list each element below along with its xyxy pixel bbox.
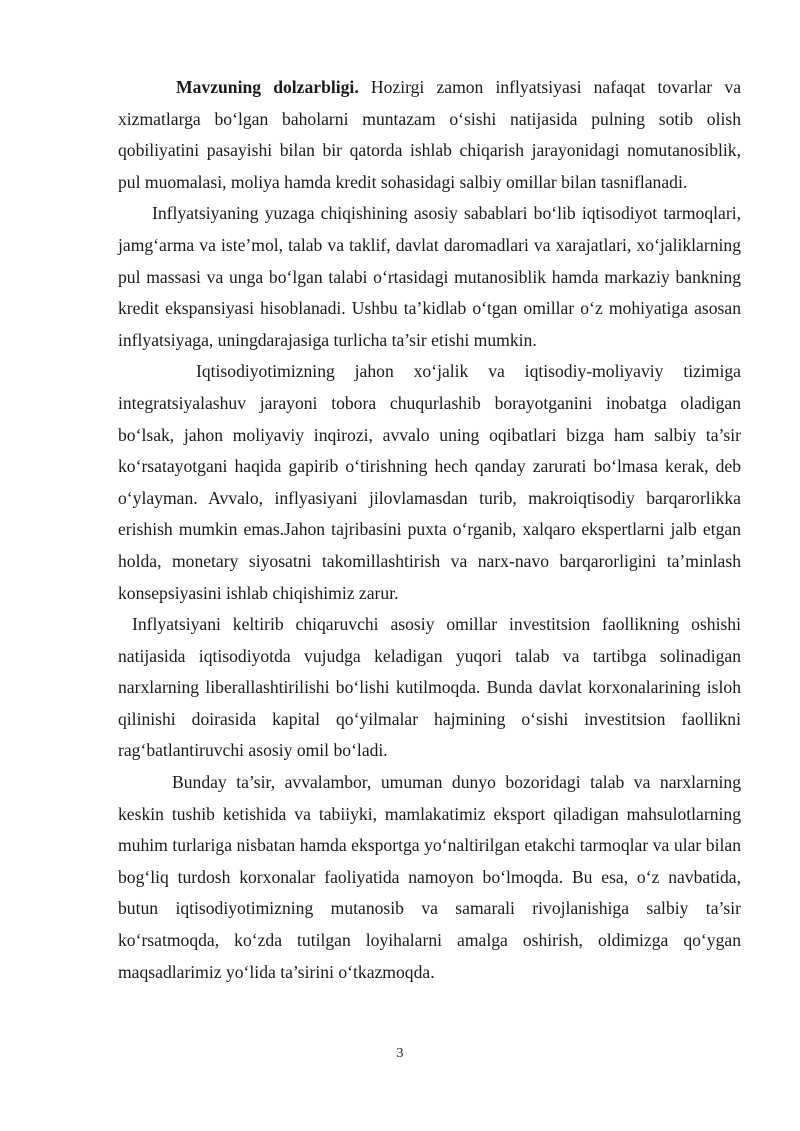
page-number: 3: [396, 1046, 404, 1061]
paragraph-integration: Iqtisodiyotimizning jahon xo‘jalik va iqtisodiy-moliyaviy tizimiga integratsiyalashuv jarayoni tobora chuqurlashib borayotganini inobatga oladigan bo‘lsak, jahon moliyaviy inqirozi, avvalo uning oqibatlari bizga ham salbiy ta’sir ko‘rsatayotgani haqida gapirib o‘tirishning hech qanday zarurati bo‘lmasa kerak, deb o‘ylayman. Avvalo, inflyasiyani jilovlamasdan turib, makroiqtisodiy barqarorlikka erishish mumkin emas.Jahon tajribasini puxta o‘rganib, xalqaro ekspertlarni jalb etgan holda, monetary siyosatni takomillashtirish va narx-navo barqarorligini ta’minlash konsepsiyasini ishlab chiqishimiz zarur.: [118, 361, 741, 603]
paragraph-text: Hozirgi zamon inflyatsiyasi nafaqat tovarlar va xizmatlarga bo‘lgan baholarni muntazam o‘sishi natijasida pulning sotib olish qobiliyatini pasayishi bilan bir qatorda ishlab chiqarish jarayonidagi nomutanosiblik, pul muomalasi, moliya hamda kredit sohasidagi salbiy omillar bilan tasniflanadi.: [118, 77, 742, 192]
paragraph-inflation-causes: Inflyatsiyaning yuzaga chiqishining asosiy sabablari bo‘lib iqtisodiyot tarmoqlari, jamg‘arma va iste’mol, talab va taklif, davlat daromadlari va xarajatlari, xo‘jaliklarning pul massasi va unga bo‘lgan talabi o‘rtasidagi mutanosiblik hamda markaziy bankning kredit ekspansiyasi hisoblanadi. Ushbu ta’kidlab o‘tgan omillar o‘z mohiyatiga asosan inflyatsiyaga, uningdarajasiga turlicha ta’sir etishi mumkin.: [118, 203, 741, 350]
paragraph-factors: Inflyatsiyani keltirib chiqaruvchi asosiy omillar investitsion faollikning oshishi natijasida iqtisodiyotda vujudga keladigan yuqori talab va tartibga solinadigan narxlarning liberallashtirilishi bo‘lishi kutilmoqda. Bunda davlat korxonalarining isloh qilinishi doirasida kapital qo‘yilmalar hajmining o‘sishi investitsion faollikni rag‘batlantiruvchi asosiy omil bo‘ladi.: [118, 614, 741, 761]
paragraph-lead-heading: Mavzuning dolzarbligi.: [176, 77, 359, 97]
paragraph-impact: Bunday ta’sir, avvalambor, umuman dunyo bozoridagi talab va narxlarning keskin tushib ketishida va tabiiyki, mamlakatimiz eksport qiladigan mahsulotlarning muhim turlariga nisbatan hamda eksportga yo‘naltirilgan etakchi tarmoqlar va ular bilan bog‘liq turdosh korxonalar faoliyatida namoyon bo‘lmoqda. Bu esa, o‘z navbatida, butun iqtisodiyotimizning mutanosib va samarali rivojlanishiga salbiy ta’sir ko‘rsatmoqda, ko‘zda tutilgan loyihalarni amalga oshirish, oldimizga qo‘ygan maqsadlarimiz yo‘lida ta’sirini o‘tkazmoqda.: [118, 772, 741, 982]
document-body: [118, 72, 741, 988]
paragraph-relevance: [118, 72, 741, 198]
